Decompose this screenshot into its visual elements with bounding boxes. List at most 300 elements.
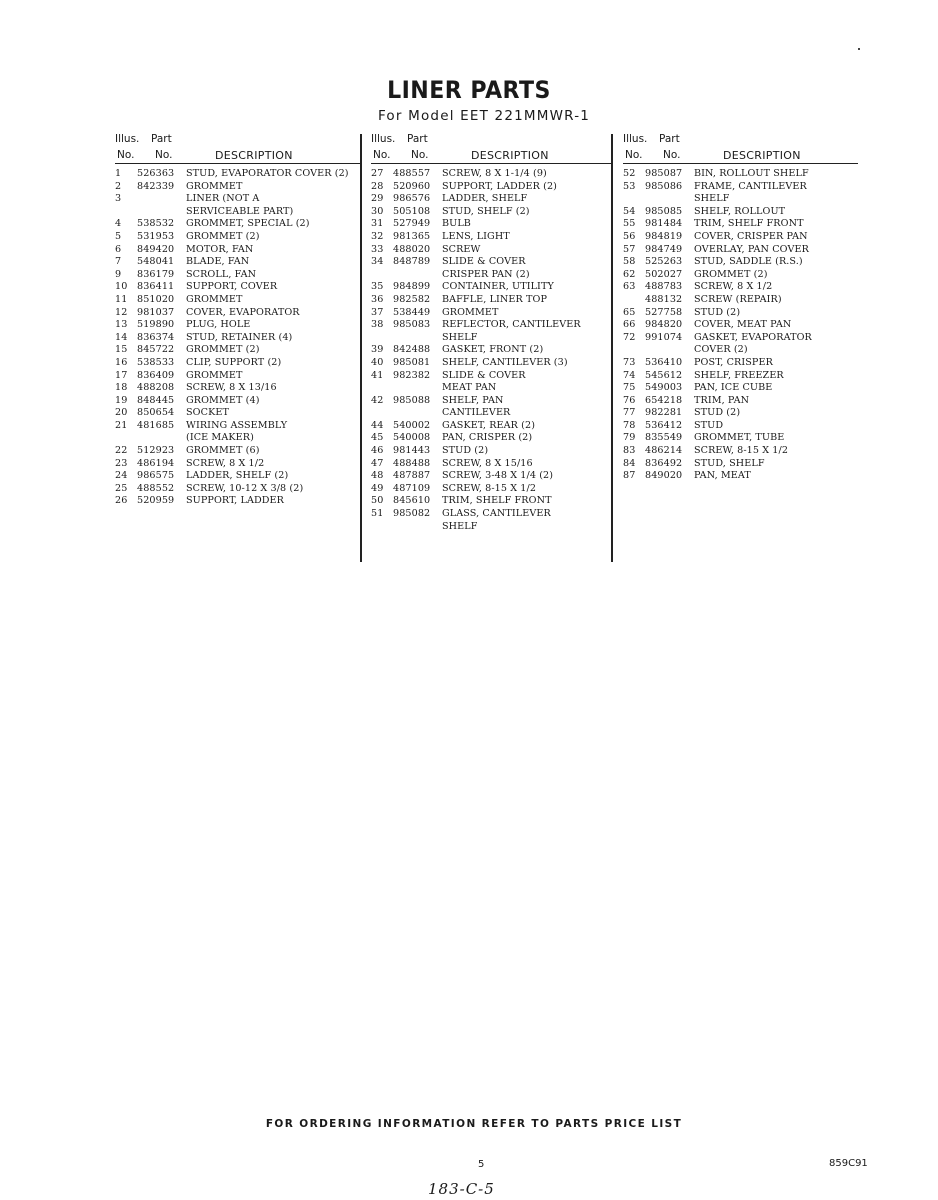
parts-row <box>371 181 611 194</box>
parts-row <box>371 218 611 231</box>
part-description: SCREW, 8 X 13/16 <box>186 382 277 394</box>
header-illus: Illus. <box>623 133 648 145</box>
part-number: 982582 <box>393 293 431 305</box>
header-illus-no: No. <box>117 149 135 161</box>
handwritten-note: 183-C-5 <box>428 1180 495 1198</box>
header-illus-no: No. <box>625 149 643 161</box>
parts-row <box>371 432 611 445</box>
part-description: GROMMET <box>186 180 243 192</box>
illus-number: 10 <box>115 281 128 293</box>
parts-row <box>623 294 858 307</box>
illus-number: 75 <box>623 382 636 394</box>
parts-row <box>371 357 611 370</box>
parts-row <box>623 420 858 433</box>
part-number: 836179 <box>137 268 175 280</box>
part-number: 488020 <box>393 243 431 255</box>
part-description: MEAT PAN <box>442 382 497 394</box>
part-description: LENS, LIGHT <box>442 230 510 242</box>
part-description: STUD, EVAPORATOR COVER (2) <box>186 168 349 179</box>
part-number: 985086 <box>645 180 683 192</box>
parts-row <box>115 281 360 294</box>
part-description: SCREW, 8-15 X 1/2 <box>442 482 537 494</box>
parts-row <box>623 332 858 345</box>
part-number: 520959 <box>137 495 175 507</box>
header-illus: Illus. <box>371 133 396 145</box>
page-title: LINER PARTS <box>387 76 551 104</box>
part-number: 540008 <box>393 432 431 444</box>
illus-number: 35 <box>371 281 384 293</box>
illus-number: 49 <box>371 482 384 494</box>
illus-number: 9 <box>115 268 122 280</box>
part-description: SCREW, 8 X 1/2 <box>186 457 265 469</box>
part-number: 531953 <box>137 230 175 242</box>
part-description: LADDER, SHELF <box>442 193 528 205</box>
part-description: GROMMET, TUBE <box>694 432 785 444</box>
parts-row <box>115 458 360 471</box>
illus-number: 6 <box>115 243 122 255</box>
parts-row <box>371 407 611 420</box>
part-description: GROMMET (2) <box>186 230 260 242</box>
ordering-note: FOR ORDERING INFORMATION REFER TO PARTS PRICE LIST <box>265 1118 683 1130</box>
part-number: 836374 <box>137 331 175 343</box>
part-description: WIRING ASSEMBLY <box>186 419 288 431</box>
illus-number: 23 <box>115 457 128 469</box>
illus-number: 56 <box>623 230 636 242</box>
parts-column-3 <box>623 133 858 483</box>
illus-number: 46 <box>371 445 384 457</box>
illus-number: 38 <box>371 319 384 331</box>
part-description: SCREW, 8-15 X 1/2 <box>694 445 789 457</box>
part-number: 512923 <box>137 445 175 457</box>
part-number: 487109 <box>393 482 431 494</box>
illus-number: 78 <box>623 419 636 431</box>
illus-number: 74 <box>623 369 636 381</box>
header-description: DESCRIPTION <box>723 149 801 162</box>
part-description: SUPPORT, LADDER (2) <box>442 180 558 192</box>
part-description: BLADE, FAN <box>186 256 250 268</box>
illus-number: 73 <box>623 356 636 368</box>
part-description: CRISPER PAN (2) <box>442 268 530 280</box>
part-number: 986575 <box>137 470 175 482</box>
part-number: 984819 <box>645 230 683 242</box>
part-description: STUD, SHELF (2) <box>442 205 530 217</box>
part-description: (ICE MAKER) <box>186 432 254 444</box>
parts-row <box>115 231 360 244</box>
part-number: 488783 <box>645 281 683 293</box>
parts-row <box>371 319 611 332</box>
part-description: BULB <box>442 218 471 230</box>
illus-number: 18 <box>115 382 128 394</box>
parts-row <box>371 395 611 408</box>
illus-number: 58 <box>623 256 636 268</box>
part-number: 549003 <box>645 382 683 394</box>
part-description: GROMMET (2) <box>186 344 260 356</box>
part-description: GLASS, CANTILEVER <box>442 508 551 520</box>
part-number: 842488 <box>393 344 431 356</box>
parts-row <box>371 420 611 433</box>
part-number: 487887 <box>393 470 431 482</box>
part-description: SERVICEABLE PART) <box>186 205 294 217</box>
parts-row <box>115 218 360 231</box>
parts-row <box>115 168 360 181</box>
parts-row <box>623 319 858 332</box>
part-number: 488557 <box>393 168 431 179</box>
part-number: 984820 <box>645 319 683 331</box>
part-number: 848789 <box>393 256 431 268</box>
illus-number: 13 <box>115 319 128 331</box>
parts-row <box>115 269 360 282</box>
part-description: REFLECTOR, CANTILEVER <box>442 319 581 331</box>
part-description: COVER, MEAT PAN <box>694 319 792 331</box>
parts-row <box>115 420 360 433</box>
part-number: 984749 <box>645 243 683 255</box>
header-part-no: No. <box>663 149 681 161</box>
illus-number: 40 <box>371 356 384 368</box>
parts-row <box>623 244 858 257</box>
illus-number: 54 <box>623 205 636 217</box>
illus-number: 26 <box>115 495 128 507</box>
part-number: 985082 <box>393 508 431 520</box>
header-illus-no: No. <box>373 149 391 161</box>
part-description: SCREW (REPAIR) <box>694 293 782 305</box>
header-part: Part <box>151 133 172 145</box>
part-description: STUD (2) <box>694 306 741 318</box>
part-number: 982281 <box>645 407 683 419</box>
illus-number: 29 <box>371 193 384 205</box>
part-number: 985085 <box>645 205 683 217</box>
part-number: 849420 <box>137 243 175 255</box>
part-number: 545612 <box>645 369 683 381</box>
illus-number: 34 <box>371 256 384 268</box>
parts-row <box>115 382 360 395</box>
part-number: 527758 <box>645 306 683 318</box>
part-number: 502027 <box>645 268 683 280</box>
parts-row <box>115 395 360 408</box>
illus-number: 15 <box>115 344 128 356</box>
part-number: 991074 <box>645 331 683 343</box>
parts-row <box>115 370 360 383</box>
part-description: SOCKET <box>186 407 229 419</box>
part-description: SLIDE & COVER <box>442 256 526 268</box>
part-description: COVER, CRISPER PAN <box>694 230 808 242</box>
part-number: 985088 <box>393 394 431 406</box>
parts-row <box>623 370 858 383</box>
part-number: 836411 <box>137 281 175 293</box>
part-description: SCREW <box>442 243 481 255</box>
part-description: SHELF, FREEZER <box>694 369 784 381</box>
parts-row <box>115 206 360 219</box>
part-number: 505108 <box>393 205 431 217</box>
part-description: GASKET, REAR (2) <box>442 419 536 431</box>
illus-number: 47 <box>371 457 384 469</box>
illus-number: 41 <box>371 369 384 381</box>
part-number: 538532 <box>137 218 175 230</box>
illus-number: 76 <box>623 394 636 406</box>
parts-row <box>623 445 858 458</box>
illus-number: 25 <box>115 482 128 494</box>
parts-row <box>623 181 858 194</box>
illus-number: 31 <box>371 218 384 230</box>
part-number: 540002 <box>393 419 431 431</box>
parts-row <box>371 382 611 395</box>
part-description: SHELF, CANTILEVER (3) <box>442 356 568 368</box>
parts-column-2 <box>371 133 611 533</box>
part-number: 536410 <box>645 356 683 368</box>
part-description: SHELF <box>694 193 730 205</box>
illus-number: 42 <box>371 394 384 406</box>
part-description: STUD <box>694 419 724 431</box>
illus-number: 55 <box>623 218 636 230</box>
parts-row <box>371 344 611 357</box>
illus-number: 79 <box>623 432 636 444</box>
illus-number: 84 <box>623 457 636 469</box>
illus-number: 7 <box>115 256 122 268</box>
illus-number: 62 <box>623 268 636 280</box>
part-description: SUPPORT, LADDER <box>186 495 284 507</box>
illus-number: 83 <box>623 445 636 457</box>
part-description: SCREW, 10-12 X 3/8 (2) <box>186 482 304 494</box>
part-number: 836409 <box>137 369 175 381</box>
part-number: 527949 <box>393 218 431 230</box>
parts-row <box>371 332 611 345</box>
parts-row <box>115 483 360 496</box>
illus-number: 12 <box>115 306 128 318</box>
parts-row <box>115 307 360 320</box>
part-description: GASKET, EVAPORATOR <box>694 331 812 343</box>
part-description: STUD (2) <box>694 407 741 419</box>
parts-row <box>115 244 360 257</box>
parts-row <box>115 470 360 483</box>
part-number: 488488 <box>393 457 431 469</box>
part-description: POST, CRISPER <box>694 356 773 368</box>
illus-number: 4 <box>115 218 122 230</box>
parts-row <box>371 206 611 219</box>
column-divider <box>611 134 613 562</box>
parts-row <box>623 357 858 370</box>
parts-row <box>115 256 360 269</box>
parts-rows <box>623 164 858 483</box>
parts-row <box>371 483 611 496</box>
parts-column-1 <box>115 133 360 508</box>
parts-row <box>623 218 858 231</box>
part-number: 835549 <box>645 432 683 444</box>
part-description: COVER, EVAPORATOR <box>186 306 300 318</box>
parts-row <box>623 395 858 408</box>
column-header <box>623 133 858 164</box>
parts-row <box>371 470 611 483</box>
part-description: TRIM, SHELF FRONT <box>442 495 552 507</box>
part-number: 985087 <box>645 168 683 179</box>
illus-number: 50 <box>371 495 384 507</box>
illus-number: 45 <box>371 432 384 444</box>
illus-number: 66 <box>623 319 636 331</box>
illus-number: 2 <box>115 180 122 192</box>
part-description: GROMMET <box>186 293 243 305</box>
header-part: Part <box>407 133 428 145</box>
part-number: 488552 <box>137 482 175 494</box>
parts-row <box>623 432 858 445</box>
part-description: GROMMET (6) <box>186 445 260 457</box>
parts-row <box>115 294 360 307</box>
illus-number: 33 <box>371 243 384 255</box>
part-number: 981484 <box>645 218 683 230</box>
parts-row <box>115 432 360 445</box>
parts-row <box>371 269 611 282</box>
parts-row <box>623 382 858 395</box>
parts-row <box>371 370 611 383</box>
parts-row <box>371 231 611 244</box>
parts-row <box>115 495 360 508</box>
illus-number: 27 <box>371 168 384 179</box>
part-number: 985081 <box>393 356 431 368</box>
parts-row <box>623 168 858 181</box>
part-description: SCREW, 8 X 15/16 <box>442 457 533 469</box>
part-number: 486214 <box>645 445 683 457</box>
speck-mark <box>858 48 860 50</box>
part-number: 654218 <box>645 394 683 406</box>
illus-number: 44 <box>371 419 384 431</box>
part-number: 519890 <box>137 319 175 331</box>
part-number: 845722 <box>137 344 175 356</box>
parts-row <box>371 495 611 508</box>
parts-row <box>371 445 611 458</box>
part-description: STUD (2) <box>442 445 489 457</box>
part-number: 525263 <box>645 256 683 268</box>
part-description: GROMMET (2) <box>694 268 768 280</box>
part-number: 848445 <box>137 394 175 406</box>
illus-number: 32 <box>371 230 384 242</box>
parts-row <box>623 458 858 471</box>
illus-number: 37 <box>371 306 384 318</box>
part-description: TRIM, PAN <box>694 394 750 406</box>
header-illus: Illus. <box>115 133 140 145</box>
part-number: 849020 <box>645 470 683 482</box>
parts-row <box>115 319 360 332</box>
header-description: DESCRIPTION <box>215 149 293 162</box>
part-number: 526363 <box>137 168 175 179</box>
illus-number: 48 <box>371 470 384 482</box>
parts-row <box>371 307 611 320</box>
illus-number: 65 <box>623 306 636 318</box>
illus-number: 16 <box>115 356 128 368</box>
illus-number: 14 <box>115 331 128 343</box>
column-divider <box>360 134 362 562</box>
part-description: SLIDE & COVER <box>442 369 526 381</box>
part-description: COVER (2) <box>694 344 748 356</box>
part-description: SCROLL, FAN <box>186 268 257 280</box>
part-description: MOTOR, FAN <box>186 243 254 255</box>
part-number: 850654 <box>137 407 175 419</box>
part-description: SCREW, 3-48 X 1/4 (2) <box>442 470 554 482</box>
header-part-no: No. <box>411 149 429 161</box>
part-description: GASKET, FRONT (2) <box>442 344 544 356</box>
parts-row <box>371 244 611 257</box>
page-subtitle: For Model EET 221MMWR-1 <box>377 108 591 124</box>
part-description: STUD, RETAINER (4) <box>186 331 293 343</box>
parts-row <box>115 445 360 458</box>
part-description: GROMMET <box>442 306 499 318</box>
parts-row <box>371 256 611 269</box>
part-description: PAN, MEAT <box>694 470 751 482</box>
part-number: 986576 <box>393 193 431 205</box>
illus-number: 22 <box>115 445 128 457</box>
part-description: SCREW, 8 X 1-1/4 (9) <box>442 168 547 179</box>
column-header <box>115 133 360 164</box>
illus-number: 87 <box>623 470 636 482</box>
parts-rows <box>115 164 360 508</box>
parts-row <box>623 206 858 219</box>
illus-number: 1 <box>115 168 122 179</box>
part-number: 981037 <box>137 306 175 318</box>
illus-number: 39 <box>371 344 384 356</box>
parts-row <box>371 508 611 521</box>
part-description: SHELF, PAN <box>442 394 504 406</box>
parts-row <box>623 470 858 483</box>
illus-number: 36 <box>371 293 384 305</box>
parts-row <box>623 256 858 269</box>
part-description: OVERLAY, PAN COVER <box>694 243 809 255</box>
parts-row <box>115 344 360 357</box>
part-description: PLUG, HOLE <box>186 319 251 331</box>
parts-row <box>371 294 611 307</box>
illus-number: 57 <box>623 243 636 255</box>
part-number: 488132 <box>645 293 683 305</box>
part-description: CANTILEVER <box>442 407 511 419</box>
parts-row <box>371 193 611 206</box>
part-number: 985083 <box>393 319 431 331</box>
part-number: 538449 <box>393 306 431 318</box>
part-description: GROMMET, SPECIAL (2) <box>186 218 310 230</box>
part-description: GROMMET (4) <box>186 394 260 406</box>
parts-row <box>371 521 611 534</box>
illus-number: 5 <box>115 230 122 242</box>
illus-number: 11 <box>115 293 128 305</box>
part-description: SHELF <box>442 520 478 532</box>
parts-row <box>371 458 611 471</box>
part-number: 486194 <box>137 457 175 469</box>
header-part: Part <box>659 133 680 145</box>
part-description: SCREW, 8 X 1/2 <box>694 281 773 293</box>
illus-number: 21 <box>115 419 128 431</box>
part-description: FRAME, CANTILEVER <box>694 180 807 192</box>
part-description: STUD, SHELF <box>694 457 765 469</box>
part-number: 981443 <box>393 445 431 457</box>
part-description: GROMMET <box>186 369 243 381</box>
part-description: LINER (NOT A <box>186 193 260 205</box>
parts-row <box>115 357 360 370</box>
column-header <box>371 133 611 164</box>
illus-number: 20 <box>115 407 128 419</box>
parts-row <box>623 269 858 282</box>
illus-number: 30 <box>371 205 384 217</box>
parts-row <box>371 168 611 181</box>
part-description: SHELF, ROLLOUT <box>694 205 786 217</box>
part-number: 845610 <box>393 495 431 507</box>
part-number: 982382 <box>393 369 431 381</box>
part-description: CLIP, SUPPORT (2) <box>186 356 282 368</box>
illus-number: 28 <box>371 180 384 192</box>
part-description: BAFFLE, LINER TOP <box>442 293 548 305</box>
header-part-no: No. <box>155 149 173 161</box>
page-number: 5 <box>478 1159 485 1170</box>
illus-number: 72 <box>623 331 636 343</box>
part-description: BIN, ROLLOUT SHELF <box>694 168 809 179</box>
part-description: TRIM, SHELF FRONT <box>694 218 804 230</box>
illus-number: 52 <box>623 168 636 179</box>
parts-row <box>115 181 360 194</box>
illus-number: 53 <box>623 180 636 192</box>
part-description: SHELF <box>442 331 478 343</box>
